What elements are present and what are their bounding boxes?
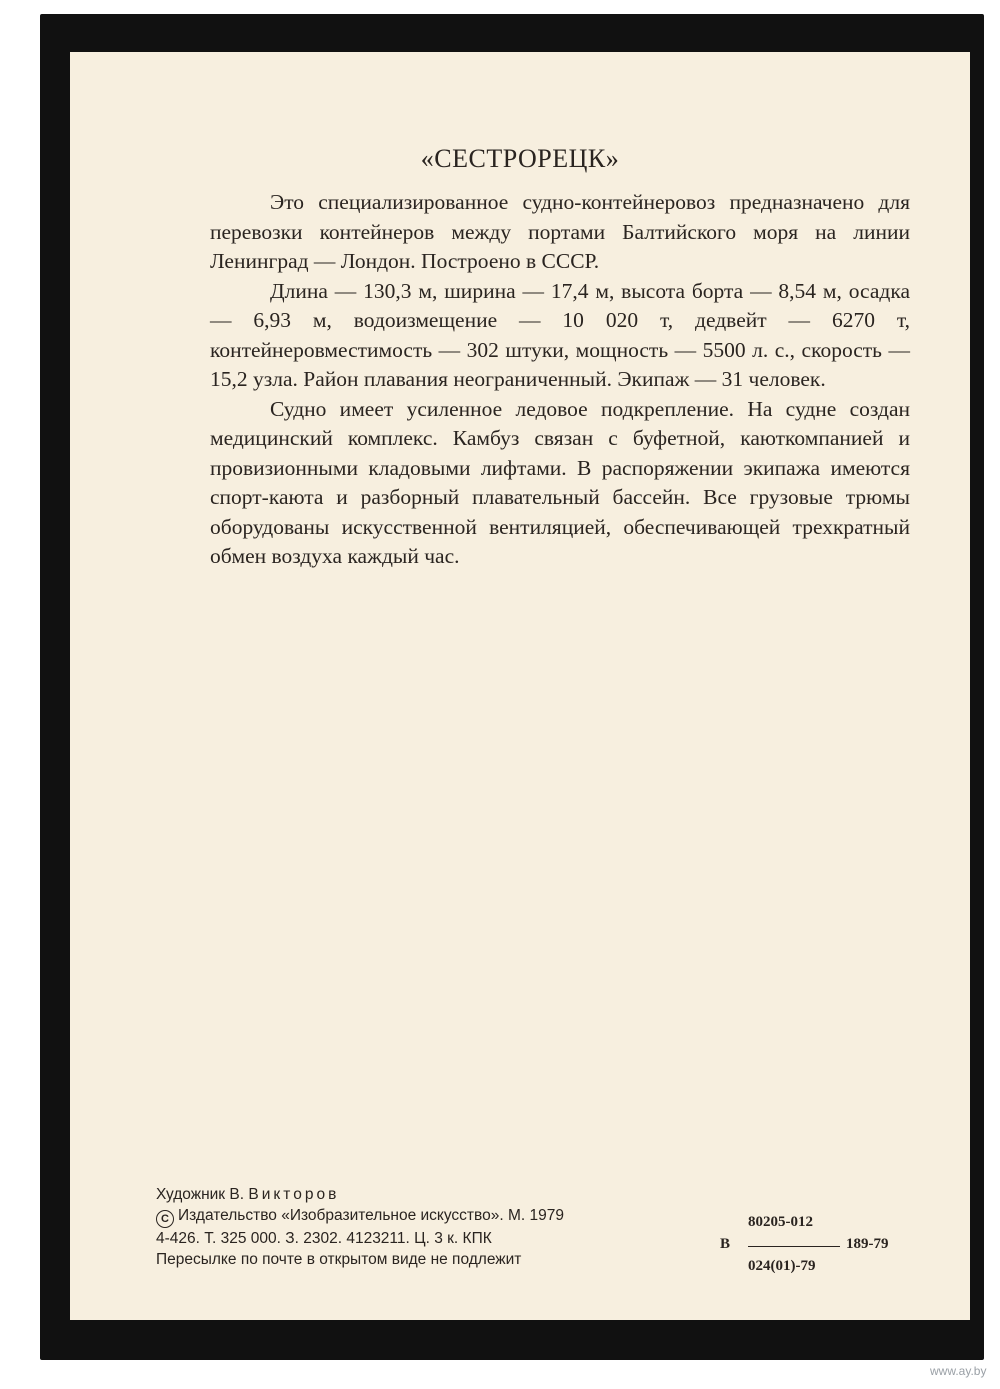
code-right: 189-79 [846, 1236, 889, 1252]
description-text [210, 188, 910, 572]
code-fraction-line [748, 1246, 840, 1247]
code-letter: В [720, 1236, 731, 1252]
artist-prefix: Художник В. [156, 1186, 245, 1203]
code-denominator: 024(01)-79 [748, 1258, 816, 1274]
copyright-icon: C [156, 1210, 174, 1228]
code-numerator: 80205-012 [748, 1214, 813, 1230]
catalog-code [720, 1212, 940, 1282]
postal-note-line: Пересылке по почте в открытом виде не подлежит [156, 1251, 522, 1268]
paragraph-features: Судно имеет усиленное ледовое подкрепление. На судне создан медицинский комплекс. Камбуз связан с буфетной, каюткомпанией и провизионными кладовыми лифтами. В распоряжении экипажа имеются спорт-каюта и разборный плавательный бассейн. Все грузовые трюмы оборудованы искусственной вентиляцией, обеспечивающей трехкратный обмен воздуха каждый час. [210, 396, 910, 568]
site-watermark: www.ay.by [930, 1364, 987, 1378]
publication-credits [156, 1184, 716, 1270]
print-info-line: 4-426. Т. 325 000. З. 2302. 4123211. Ц. 3 к. КПК [156, 1230, 492, 1247]
paragraph-specs: Длина — 130,3 м, ширина — 17,4 м, высота борта — 8,54 м, осадка — 6,93 м, водоизмещение — 10 020 т, дедвейт — 6270 т, контейнеровместимость — 302 штуки, мощность — 5500 л. с., скорость — 15,2 узла. Район плавания неограниченный. Экипаж — 31 человек. [210, 278, 910, 391]
artist-line [156, 1184, 716, 1205]
postcard-back [70, 52, 970, 1320]
paragraph-intro: Это специализированное судно-контейнеровоз предназначено для перевозки контейнеров между портами Балтийского моря на линии Ленинград — Лондон. Построено в СССР. [210, 190, 910, 273]
ship-title: «СЕСТРОРЕЦК» [420, 144, 620, 173]
artist-name: Викторов [248, 1186, 340, 1203]
publisher-text: Издательство «Изобразительное искусство». М. 1979 [178, 1207, 564, 1224]
publisher-line [156, 1205, 716, 1228]
